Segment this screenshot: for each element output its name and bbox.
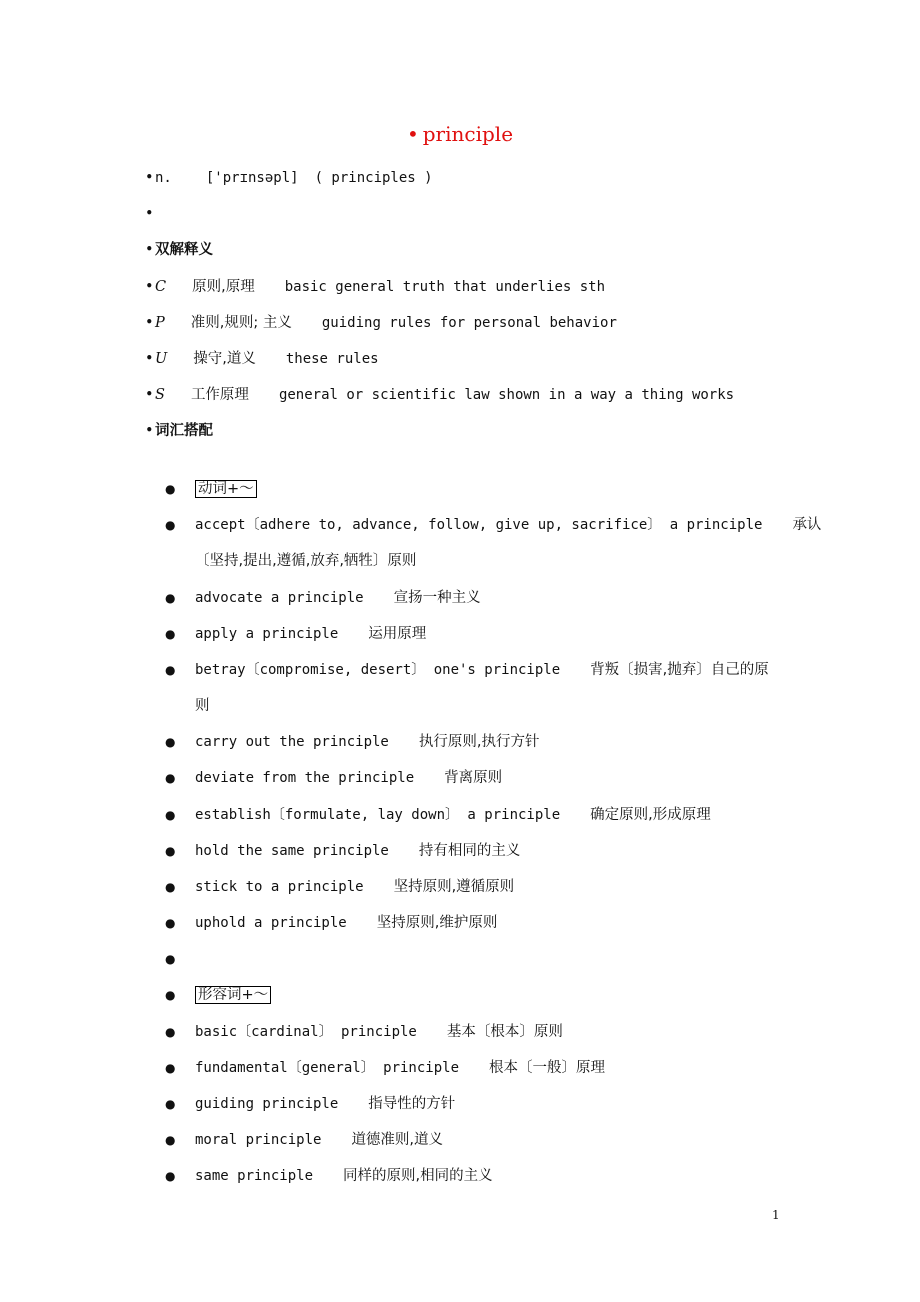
collocation-cn: 同样的原则,相同的主义 — [343, 1168, 493, 1184]
collocation-item: ● moral principle 道德准则,道义 — [165, 1132, 444, 1148]
collocation-item: ● accept〔adhere to, advance, follow, give up, sacrifice〕 a principle 承认 — [165, 517, 822, 533]
page-number: 1 — [772, 1208, 780, 1222]
meaning-en: general or scientific law shown in a way a thing works — [278, 387, 735, 403]
collocation-cn: 运用原理 — [368, 626, 427, 642]
collocation-item: ● same principle 同样的原则,相同的主义 — [165, 1168, 493, 1184]
meaning-row: •S 工作原理 general or scientific law shown in a way a thing works — [145, 387, 735, 403]
group-heading-verbs: ● 动词+～ — [165, 479, 257, 499]
meaning-en: guiding rules for personal behavior — [321, 315, 617, 331]
collocation-en: deviate from the principle — [195, 770, 415, 786]
meaning-cn: 原则,原理 — [192, 279, 255, 295]
meaning-tag: U — [155, 351, 168, 367]
empty-list-item: ● — [165, 952, 176, 966]
collocation-continuation: 〔坚持,提出,遵循,放弃,牺牲〕原则 — [195, 553, 417, 569]
collocation-item: ● fundamental〔general〕 principle 根本〔一般〕原理 — [165, 1060, 606, 1076]
headword: principle — [422, 122, 514, 146]
phonetic: ['prɪnsəpl] — [205, 170, 299, 186]
collocation-item: ● basic〔cardinal〕 principle 基本〔根本〕原则 — [165, 1024, 563, 1040]
collocation-cn: 持有相同的主义 — [418, 843, 521, 859]
collocation-cn: 指导性的方针 — [368, 1096, 456, 1112]
collocation-en: basic〔cardinal〕 principle — [195, 1024, 417, 1040]
meaning-row: •C 原则,原理 basic general truth that underlies sth — [145, 279, 606, 295]
collocation-en: hold the same principle — [195, 843, 389, 859]
collocation-continuation: 则 — [195, 698, 210, 714]
meaning-row: •P 准则,规则; 主义 guiding rules for personal behavior — [145, 315, 617, 331]
collocation-item: ● deviate from the principle 背离原则 — [165, 770, 503, 786]
meaning-cn: 操守,道义 — [193, 351, 256, 367]
meaning-cn: 工作原理 — [190, 387, 249, 403]
meaning-tag: C — [155, 279, 167, 295]
section-heading-meanings: •双解释义 — [145, 242, 213, 258]
collocation-en: accept〔adhere to, advance, follow, give up, sacrifice〕 a principle — [195, 517, 763, 533]
plural-forms: ( principles ) — [314, 170, 433, 186]
group-heading-adjectives: ● 形容词+～ — [165, 985, 271, 1005]
collocation-en: apply a principle — [195, 626, 339, 642]
collocation-cn: 坚持原则,遵循原则 — [393, 879, 515, 895]
collocation-item: ● betray〔compromise, desert〕 one's principle 背叛〔损害,抛弃〕自己的原 — [165, 662, 769, 678]
collocation-en: betray〔compromise, desert〕 one's principle — [195, 662, 561, 678]
collocation-cn: 宣扬一种主义 — [393, 590, 481, 606]
pronunciation-line: •n. ['prɪnsəpl] ( principles ) — [145, 170, 433, 186]
collocation-item: ● advocate a principle 宣扬一种主义 — [165, 590, 481, 606]
collocation-cn: 道德准则,道义 — [351, 1132, 444, 1148]
collocation-cn: 承认 — [792, 517, 822, 533]
empty-bullet-line: • — [145, 206, 154, 222]
collocation-en: advocate a principle — [195, 590, 364, 606]
collocation-item: ● hold the same principle 持有相同的主义 — [165, 843, 521, 859]
collocation-cn: 背离原则 — [444, 770, 503, 786]
collocation-cn: 背叛〔损害,抛弃〕自己的原 — [590, 662, 769, 678]
collocation-en: carry out the principle — [195, 734, 389, 750]
collocation-cn: 根本〔一般〕原理 — [489, 1060, 606, 1076]
collocation-item: ● guiding principle 指导性的方针 — [165, 1096, 456, 1112]
collocation-en: uphold a principle — [195, 915, 347, 931]
entry-title — [0, 122, 920, 146]
meaning-en: basic general truth that underlies sth — [284, 279, 606, 295]
collocation-en: moral principle — [195, 1132, 322, 1148]
meaning-tag: P — [155, 315, 165, 331]
meaning-en: these rules — [285, 351, 379, 367]
collocation-cn: 确定原则,形成原理 — [590, 807, 711, 823]
collocation-item: ● stick to a principle 坚持原则,遵循原则 — [165, 879, 515, 895]
collocation-item: ● apply a principle 运用原理 — [165, 626, 427, 642]
collocation-en: establish〔formulate, lay down〕 a principle — [195, 807, 561, 823]
collocation-en: stick to a principle — [195, 879, 364, 895]
collocation-item: ● uphold a principle 坚持原则,维护原则 — [165, 915, 498, 931]
meaning-row: •U 操守,道义 these rules — [145, 351, 379, 367]
collocation-item: ● carry out the principle 执行原则,执行方针 — [165, 734, 540, 750]
title-bullet: • — [406, 122, 419, 146]
collocation-cn: 基本〔根本〕原则 — [446, 1024, 563, 1040]
part-of-speech: n. — [155, 170, 172, 186]
collocation-en: guiding principle — [195, 1096, 339, 1112]
collocation-cn: 坚持原则,维护原则 — [376, 915, 498, 931]
collocation-item: ● establish〔formulate, lay down〕 a principle 确定原则,形成原理 — [165, 807, 711, 823]
collocation-en: same principle — [195, 1168, 314, 1184]
section-heading-collocations: •词汇搭配 — [145, 423, 213, 439]
meaning-cn: 准则,规则; 主义 — [190, 315, 292, 331]
collocation-en: fundamental〔general〕 principle — [195, 1060, 460, 1076]
collocation-cn: 执行原则,执行方针 — [418, 734, 540, 750]
meaning-tag: S — [155, 387, 165, 403]
